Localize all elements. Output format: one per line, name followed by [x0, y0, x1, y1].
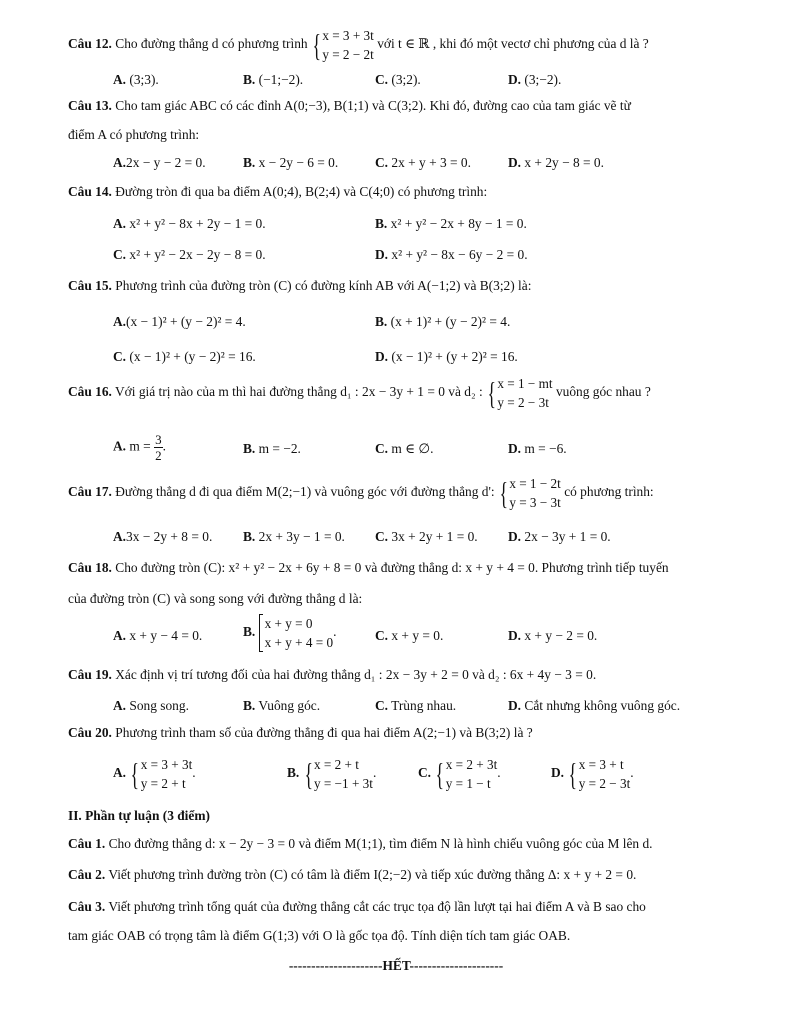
essay-question-1: Câu 1. Cho đường thẳng d: x − 2y − 3 = 0 và điểm M(1;1), tìm điểm N là hình chiếu vuông góc của M lên d.	[68, 836, 653, 851]
question-label: Câu 17.	[68, 484, 112, 500]
brace-symbol: {	[487, 375, 496, 411]
question-label: Câu 14.	[68, 184, 112, 199]
option-d: D. (x − 1)² + (y + 2)² = 16.	[375, 349, 518, 364]
option-d: D. Cắt nhưng không vuông góc.	[508, 698, 681, 713]
parametric-system	[311, 26, 374, 64]
question-text: Đường tròn đi qua ba điểm A(0;4), B(2;4) và C(4;0) có phương trình:	[115, 184, 488, 199]
option-b: B. (x + 1)² + (y − 2)² = 4.	[375, 314, 511, 329]
option-a: A. m = $\frac{3}{2}$ .	[113, 432, 166, 463]
option-c: C. { x = 2 + 3t y = 1 − t .	[418, 756, 501, 792]
option-a: A. (3;3).	[113, 72, 159, 87]
section-heading: II. Phần tự luận (3 điểm)	[68, 808, 210, 823]
system-row: y = 2 − 3t	[497, 395, 549, 410]
system-row: x = 1 − mt	[497, 376, 553, 391]
question-text-trail: vuông góc nhau ?	[555, 384, 651, 400]
question-label: Câu 19.	[68, 667, 112, 682]
brace-symbol: {	[499, 475, 508, 511]
question-text: Với giá trị nào của m thì hai đường thẳng d₁ : 2x − 3y + 1 = 0 và d₂ :	[115, 384, 483, 400]
question-19	[68, 667, 728, 683]
option-c: C. 3x + 2y + 1 = 0.	[375, 529, 478, 544]
question-text: Cho tam giác ABC có các đỉnh A(0;−3), B(1;1) và C(3;2). Khi đó, đường cao của tam giác vẽ từ	[115, 98, 631, 113]
option-c: C. 2x + y + 3 = 0.	[375, 155, 471, 170]
system-row: y = 3 − 3t	[509, 495, 561, 510]
essay-question-3: Câu 3. Viết phương trình tổng quát của đường thẳng cắt các trục tọa độ lần lượt tại hai điểm A và B sao cho	[68, 899, 646, 914]
question-text: Phương trình tham số của đường thẳng đi qua hai điểm A(2;−1) và B(3;2) là ?	[115, 725, 533, 740]
question-label: Câu 18.	[68, 560, 112, 575]
option-b: B. x + y = 0 x + y + 4 = 0 .	[243, 616, 337, 650]
option-c: C. x² + y² − 2x − 2y − 8 = 0.	[113, 247, 266, 262]
question-text: Cho đường tròn (C): x² + y² − 2x + 6y + 8 = 0 và đường thẳng d: x + y + 4 = 0. Phương trình tiếp tuyến	[115, 560, 669, 575]
option-b: B. 2x + 3y − 1 = 0.	[243, 529, 345, 544]
essay-question-3-cont: tam giác OAB có trọng tâm là điểm G(1;3) với O là gốc tọa độ. Tính diện tích tam giác OAB.	[68, 928, 571, 943]
option-d: D. (3;−2).	[508, 72, 562, 87]
option-b: B. { x = 2 + t y = −1 + 3t .	[287, 756, 377, 792]
question-text-trail: có phương trình:	[564, 484, 654, 500]
question-text: Phương trình của đường tròn (C) có đường kính AB với A(−1;2) và B(3;2) là:	[115, 278, 532, 293]
option-d: D. x² + y² − 8x − 6y − 2 = 0.	[375, 247, 528, 262]
equation-set: x + y = 0 x + y + 4 = 0	[259, 614, 333, 652]
option-d: D. m = −6.	[508, 441, 567, 456]
essay-question-2: Câu 2. Viết phương trình đường tròn (C) có tâm là điểm I(2;−2) và tiếp xúc đường thẳng Δ: x + y + 2 = 0.	[68, 867, 637, 882]
bracket-symbol	[259, 614, 263, 652]
option-c: C. (3;2).	[375, 72, 421, 87]
question-label: Câu 16.	[68, 384, 112, 400]
option-c: C. (x − 1)² + (y − 2)² = 16.	[113, 349, 256, 364]
system-row: y = 2 − 2t	[322, 47, 374, 62]
option-a: A.2x − y − 2 = 0.	[113, 155, 206, 170]
question-12	[68, 26, 728, 64]
question-15	[68, 278, 728, 294]
option-d: D. x + y − 2 = 0.	[508, 628, 598, 643]
option-c: C. x + y = 0.	[375, 628, 444, 643]
question-13-cont: điểm A có phương trình:	[68, 127, 200, 142]
option-b: B. m = −2.	[243, 441, 301, 456]
question-text-trail: với t ∈ ℝ , khi đó một vectơ chỉ phương của d là ?	[377, 36, 649, 52]
question-label: Câu 20.	[68, 725, 112, 740]
end-marker: ---------------------HẾT---------------------	[288, 958, 504, 973]
option-a: A. Song song.	[113, 698, 189, 713]
option-b: B. x² + y² − 2x + 8y − 1 = 0.	[375, 216, 527, 231]
option-d: D. { x = 3 + t y = 2 − 3t .	[551, 756, 634, 792]
option-c: C. m ∈ ∅.	[375, 441, 434, 456]
question-label: Câu 15.	[68, 278, 112, 293]
question-text: Xác định vị trí tương đối của hai đường thẳng d₁ : 2x − 3y + 2 = 0 và d₂ : 6x + 4y − 3 = 0.	[115, 667, 597, 682]
option-a: A. x² + y² − 8x + 2y − 1 = 0.	[113, 216, 266, 231]
question-18-cont: của đường tròn (C) và song song với đường thẳng d là:	[68, 591, 363, 606]
option-b: B. x − 2y − 6 = 0.	[243, 155, 339, 170]
parametric-system	[486, 374, 553, 412]
system-row: x = 3 + 3t	[322, 28, 374, 43]
option-b: B. Vuông góc.	[243, 698, 321, 713]
option-a: A. x + y − 4 = 0.	[113, 628, 203, 643]
option-c: C. Trùng nhau.	[375, 698, 457, 713]
question-13	[68, 98, 728, 114]
option-a: A. { x = 3 + 3t y = 2 + t .	[113, 756, 196, 792]
question-20	[68, 725, 728, 741]
parametric-system	[498, 474, 561, 512]
system-row: x = 1 − 2t	[509, 476, 561, 491]
question-label: Câu 12.	[68, 36, 112, 52]
option-a: A.3x − 2y + 8 = 0.	[113, 529, 213, 544]
fraction: $\frac{3}{2}$	[155, 432, 162, 463]
question-text: Đường thẳng d đi qua điểm M(2;−1) và vuông góc với đường thẳng d':	[115, 484, 495, 500]
question-text: Cho đường thẳng d có phương trình	[115, 36, 308, 52]
question-16	[68, 374, 728, 412]
question-14	[68, 184, 728, 200]
brace-symbol: {	[312, 27, 321, 63]
option-b: B. (−1;−2).	[243, 72, 304, 87]
question-17	[68, 474, 728, 512]
question-18	[68, 560, 728, 576]
question-label: Câu 13.	[68, 98, 112, 113]
option-a: A.(x − 1)² + (y − 2)² = 4.	[113, 314, 246, 329]
option-d: D. 2x − 3y + 1 = 0.	[508, 529, 611, 544]
option-d: D. x + 2y − 8 = 0.	[508, 155, 604, 170]
